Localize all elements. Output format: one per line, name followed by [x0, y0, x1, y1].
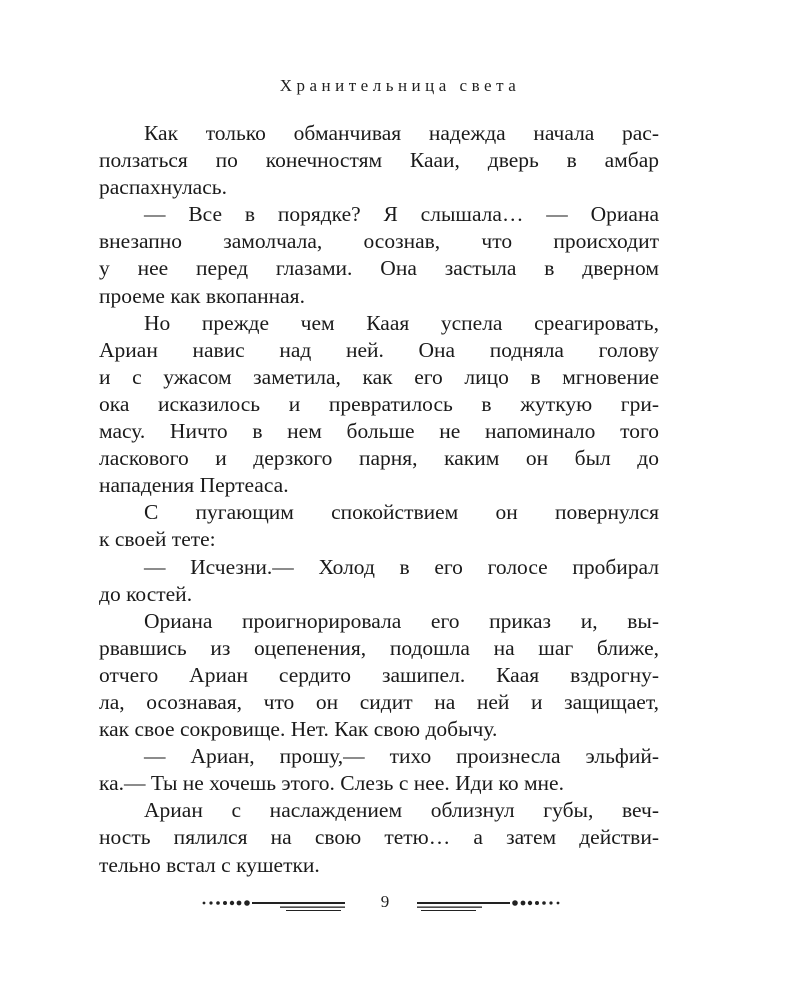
- text-line: С пугающим спокойствием он повернулся: [144, 500, 659, 525]
- text-line: ока исказилось и превратилось в жуткую гри-: [99, 391, 659, 416]
- text-line: нападения Пертеаса.: [99, 473, 289, 498]
- left-ornament-icon: [200, 892, 350, 916]
- text-line: до костей.: [99, 581, 193, 606]
- text-line: ласкового и дерзкого парня, каким он был до: [99, 446, 659, 471]
- body-text: [99, 120, 659, 879]
- text-line: как свое сокровище. Нет. Как свою добычу.: [99, 717, 498, 742]
- running-title: Хранительница света: [279, 76, 521, 95]
- text-line: Как только обманчивая надежда начала рас-: [144, 121, 659, 145]
- text-line: и с ужасом заметила, как его лицо в мгновение: [99, 364, 659, 389]
- text-line: проеме как вкопанная.: [99, 283, 305, 308]
- text-line: отчего Ариан сердито зашипел. Каая вздрогну-: [99, 662, 659, 687]
- page-footer: [0, 892, 800, 922]
- text-line: ползаться по конечностям Кааи, дверь в амбар: [99, 148, 659, 173]
- page-number: 9: [380, 892, 390, 911]
- text-line: — Ариан, прошу,— тихо произнесла эльфий-: [144, 744, 659, 769]
- text-line: ность пялился на свою тетю… а затем действи-: [99, 825, 659, 850]
- text-line: Ариан с наслаждением облизнул губы, веч-: [144, 798, 659, 823]
- text-line: у нее перед глазами. Она застыла в дверном: [99, 256, 659, 281]
- text-line: ка.— Ты не хочешь этого. Слезь с нее. Иди ко мне.: [99, 771, 564, 796]
- text-line: распахнулась.: [99, 175, 227, 200]
- text-line: Но прежде чем Каая успела среагировать,: [144, 310, 659, 335]
- text-line: — Все в порядке? Я слышала… — Ориана: [144, 202, 659, 227]
- text-line: к своей тете:: [99, 527, 216, 552]
- text-line: Ариан навис над ней. Она подняла голову: [99, 337, 659, 362]
- text-line: внезапно замолчала, осознав, что происходит: [99, 229, 659, 254]
- text-line: масу. Ничто в нем больше не напоминало того: [99, 419, 659, 444]
- right-ornament-icon: [412, 892, 562, 916]
- text-line: тельно встал с кушетки.: [99, 852, 320, 877]
- text-line: рвавшись из оцепенения, подошла на шаг ближе,: [99, 635, 659, 660]
- text-line: ла, осознавая, что он сидит на ней и защищает,: [99, 689, 659, 714]
- text-line: Ориана проигнорировала его приказ и, вы-: [144, 608, 659, 633]
- text-line: — Исчезни.— Холод в его голосе пробирал: [144, 554, 659, 579]
